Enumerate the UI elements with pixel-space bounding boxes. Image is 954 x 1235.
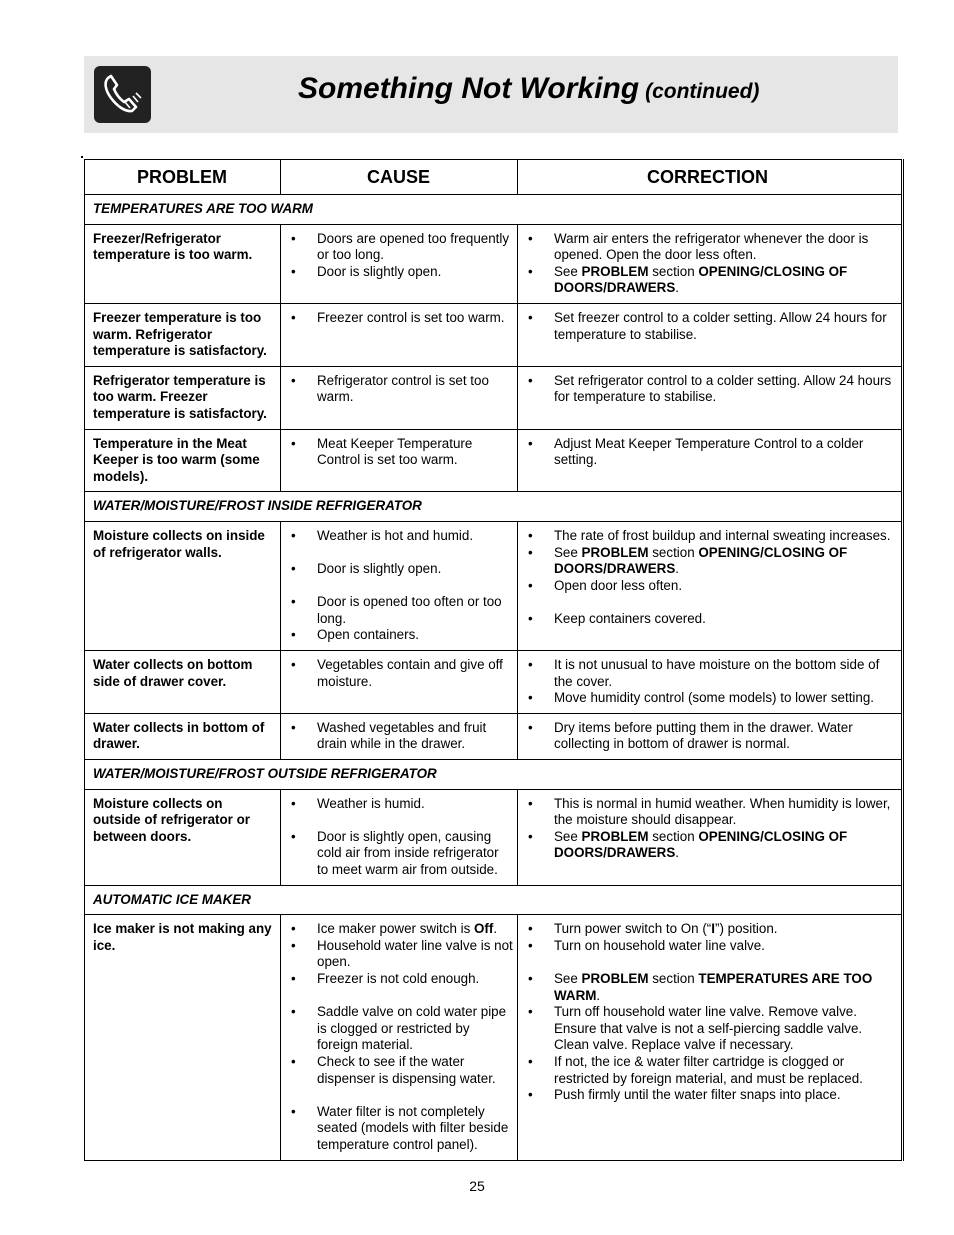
table-header-row	[85, 160, 903, 195]
cause-item: • Freezer control is set too warm.	[281, 310, 513, 327]
correction-cell	[518, 224, 903, 303]
correction-cell	[518, 651, 903, 714]
table-row	[85, 651, 903, 714]
correction-item: • The rate of frost buildup and internal sweating increases.	[518, 528, 897, 545]
cause-cell	[281, 915, 518, 1160]
problem-cell: Freezer/Refrigerator temperature is too warm.	[85, 224, 281, 303]
problem-cell: Water collects on bottom side of drawer cover.	[85, 651, 281, 714]
correction-item: • See PROBLEM section OPENING/CLOSING OF DOORS/DRAWERS.	[518, 264, 897, 297]
cause-list	[281, 528, 513, 644]
correction-item: • Set freezer control to a colder setting. Allow 24 hours for temperature to stabilise.	[518, 310, 897, 343]
cause-list	[281, 796, 513, 879]
cause-item: • Freezer is not cold enough.	[281, 971, 513, 988]
cause-cell	[281, 224, 518, 303]
correction-cell	[518, 303, 903, 366]
correction-list	[518, 436, 897, 469]
section-row	[85, 885, 903, 915]
cause-item: • Water filter is not completely seated (models with filter beside temperature control panel).	[281, 1104, 513, 1154]
correction-cell	[518, 521, 903, 650]
problem-cell: Refrigerator temperature is too warm. Freezer temperature is satisfactory.	[85, 366, 281, 429]
correction-item: • It is not unusual to have moisture on the bottom side of the cover.	[518, 657, 897, 690]
correction-item: • If not, the ice & water filter cartridge is clogged or restricted by foreign material, and must be replaced.	[518, 1054, 897, 1087]
troubleshooting-table	[84, 159, 904, 1161]
page-subtitle: (continued)	[645, 80, 760, 103]
correction-item: • Turn on household water line valve.	[518, 938, 897, 955]
correction-item: • Turn off household water line valve. Remove valve. Ensure that valve is not a self-piercing saddle valve. Clean valve. Replace valve if necessary.	[518, 1004, 897, 1054]
page-number: 25	[469, 1178, 485, 1194]
cause-item: • Open containers.	[281, 627, 513, 644]
column-header-problem: PROBLEM	[85, 160, 281, 195]
correction-item: • This is normal in humid weather. When humidity is lower, the moisture should disappear.	[518, 796, 897, 829]
correction-list	[518, 231, 897, 297]
cause-cell	[281, 429, 518, 492]
column-header-cause: CAUSE	[281, 160, 518, 195]
correction-cell	[518, 789, 903, 885]
table-row	[85, 303, 903, 366]
cause-cell	[281, 303, 518, 366]
section-title: TEMPERATURES ARE TOO WARM	[85, 195, 903, 225]
section-title: WATER/MOISTURE/FROST OUTSIDE REFRIGERATOR	[85, 760, 903, 790]
section-row	[85, 195, 903, 225]
correction-item: • Set refrigerator control to a colder setting. Allow 24 hours for temperature to stabilise.	[518, 373, 897, 406]
cause-item: • Door is slightly open.	[281, 264, 513, 281]
cause-item: • Weather is humid.	[281, 796, 513, 813]
table-row	[85, 789, 903, 885]
table-row	[85, 366, 903, 429]
cause-item: • Door is slightly open, causing cold air from inside refrigerator to meet warm air from outside.	[281, 829, 513, 879]
cause-item: • Weather is hot and humid.	[281, 528, 513, 545]
cause-cell	[281, 713, 518, 759]
correction-item: • Dry items before putting them in the drawer. Water collecting in bottom of drawer is normal.	[518, 720, 897, 753]
correction-cell	[518, 713, 903, 759]
cause-item: • Refrigerator control is set too warm.	[281, 373, 513, 406]
correction-item: • Turn power switch to On (“I”) position.	[518, 921, 897, 938]
correction-list	[518, 310, 897, 343]
table-body	[85, 195, 903, 1161]
correction-item: • See PROBLEM section OPENING/CLOSING OF DOORS/DRAWERS.	[518, 829, 897, 862]
section-title: WATER/MOISTURE/FROST INSIDE REFRIGERATOR	[85, 492, 903, 522]
table-row	[85, 713, 903, 759]
cause-item: • Doors are opened too frequently or too long.	[281, 231, 513, 264]
page-title-text: Something Not Working	[298, 72, 640, 105]
column-header-correction: CORRECTION	[518, 160, 903, 195]
cause-item: • Washed vegetables and fruit drain while in the drawer.	[281, 720, 513, 753]
cause-list	[281, 720, 513, 753]
correction-list	[518, 657, 897, 707]
table-row	[85, 224, 903, 303]
correction-cell	[518, 915, 903, 1160]
cause-list	[281, 310, 513, 327]
problem-cell: Freezer temperature is too warm. Refrigerator temperature is satisfactory.	[85, 303, 281, 366]
problem-cell: Temperature in the Meat Keeper is too warm (some models).	[85, 429, 281, 492]
page-title	[298, 72, 759, 106]
cause-item: • Household water line valve is not open.	[281, 938, 513, 971]
correction-cell	[518, 429, 903, 492]
correction-item: • Adjust Meat Keeper Temperature Control to a colder setting.	[518, 436, 897, 469]
correction-list	[518, 796, 897, 862]
cause-list	[281, 436, 513, 469]
correction-cell	[518, 366, 903, 429]
correction-item: • Open door less often.	[518, 578, 897, 595]
cause-list	[281, 921, 513, 1153]
cause-cell	[281, 366, 518, 429]
cause-list	[281, 231, 513, 281]
cause-cell	[281, 651, 518, 714]
telephone-handset-icon	[94, 66, 151, 123]
cause-item: • Ice maker power switch is Off.	[281, 921, 513, 938]
problem-cell: Ice maker is not making any ice.	[85, 915, 281, 1160]
cause-item: • Door is slightly open.	[281, 561, 513, 578]
correction-item: • See PROBLEM section OPENING/CLOSING OF DOORS/DRAWERS.	[518, 545, 897, 578]
cause-item: • Meat Keeper Temperature Control is set too warm.	[281, 436, 513, 469]
section-row	[85, 760, 903, 790]
correction-list	[518, 528, 897, 628]
cause-item: • Saddle valve on cold water pipe is clogged or restricted by foreign material.	[281, 1004, 513, 1054]
correction-list	[518, 373, 897, 406]
section-title: AUTOMATIC ICE MAKER	[85, 885, 903, 915]
table-row	[85, 915, 903, 1160]
correction-item: • Warm air enters the refrigerator whenever the door is opened. Open the door less often.	[518, 231, 897, 264]
table-row	[85, 521, 903, 650]
cause-item: • Door is opened too often or too long.	[281, 594, 513, 627]
cause-item: • Check to see if the water dispenser is dispensing water.	[281, 1054, 513, 1087]
section-row	[85, 492, 903, 522]
table-row	[85, 429, 903, 492]
correction-list	[518, 720, 897, 753]
problem-cell: Water collects in bottom of drawer.	[85, 713, 281, 759]
correction-list	[518, 921, 897, 1104]
correction-item: • Move humidity control (some models) to lower setting.	[518, 690, 897, 707]
cause-cell	[281, 521, 518, 650]
correction-item: • Push firmly until the water filter snaps into place.	[518, 1087, 897, 1104]
cause-cell	[281, 789, 518, 885]
correction-item: • Keep containers covered.	[518, 611, 897, 628]
correction-item: • See PROBLEM section TEMPERATURES ARE TOO WARM.	[518, 971, 897, 1004]
problem-cell: Moisture collects on outside of refrigerator or between doors.	[85, 789, 281, 885]
cause-item: • Vegetables contain and give off moisture.	[281, 657, 513, 690]
problem-cell: Moisture collects on inside of refrigerator walls.	[85, 521, 281, 650]
cause-list	[281, 657, 513, 690]
cause-list	[281, 373, 513, 406]
margin-mark	[81, 156, 83, 158]
